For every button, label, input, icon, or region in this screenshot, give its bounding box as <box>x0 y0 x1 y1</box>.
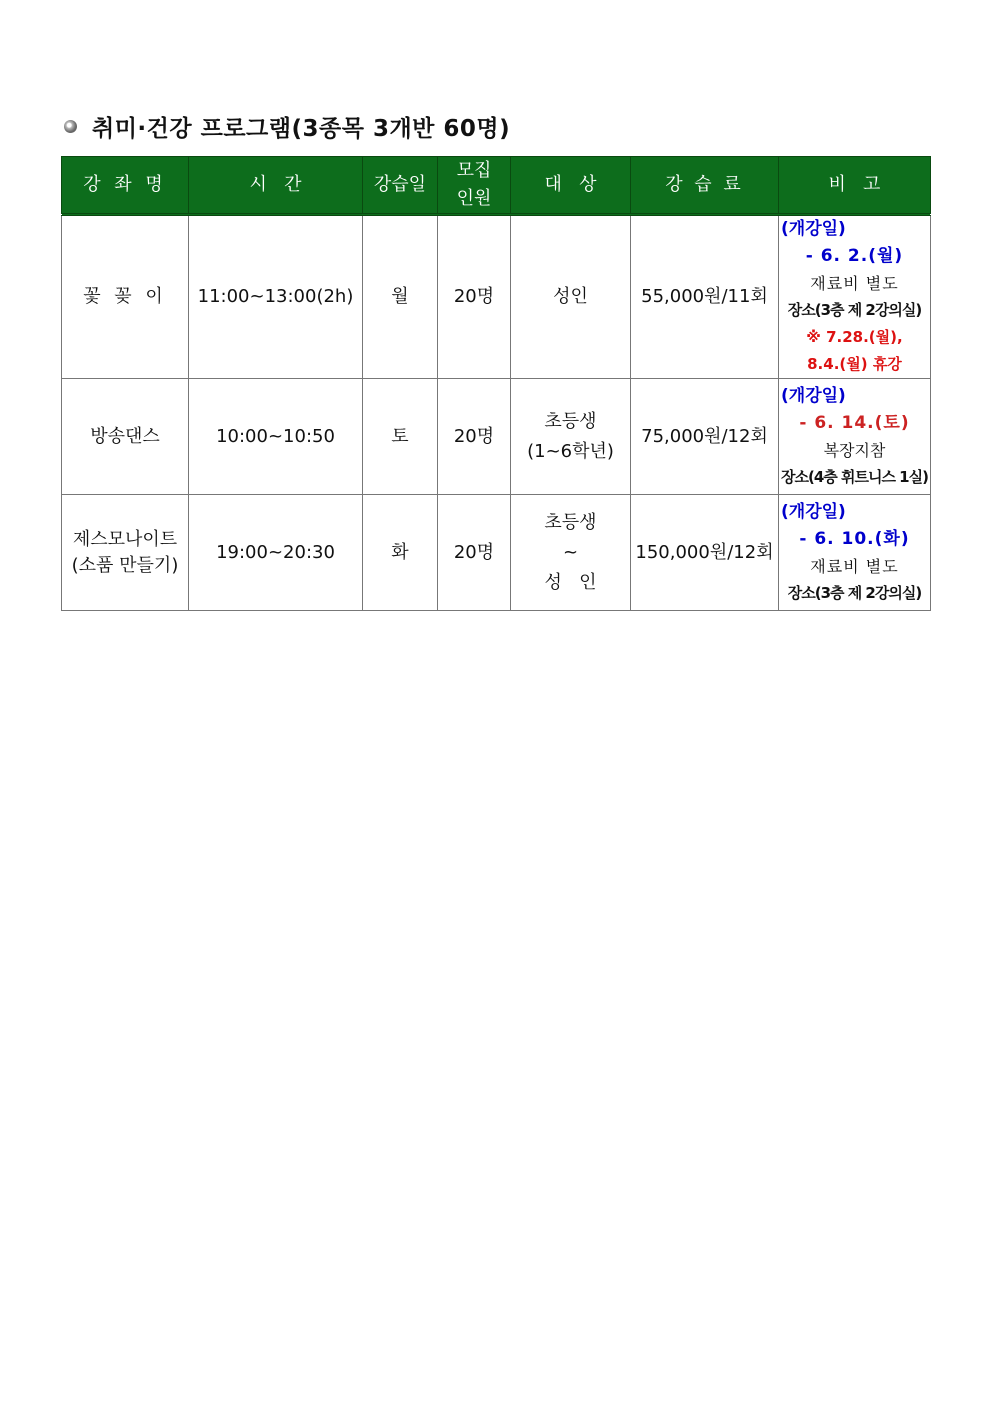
course-time: 10:00~10:50 <box>189 379 363 495</box>
target-line: (1~6학년) <box>527 440 614 462</box>
note-place: 장소(4층 휘트니스 1실) <box>781 467 928 486</box>
course-capacity: 20명 <box>438 215 511 379</box>
header-fee: 강 습 료 <box>631 157 779 215</box>
note-extra: 재료비 별도 <box>810 556 899 576</box>
table-header-row <box>62 157 931 215</box>
header-course-name: 강 좌 명 <box>62 157 189 215</box>
table-row <box>62 379 931 495</box>
header-capacity <box>438 157 511 215</box>
course-fee: 75,000원/12회 <box>631 379 779 495</box>
course-note <box>779 495 931 611</box>
note-place: 장소(3층 제 2강의실) <box>787 583 922 602</box>
bullet-icon <box>64 120 77 133</box>
header-target: 대 상 <box>511 157 631 215</box>
program-table <box>61 156 931 611</box>
course-target <box>511 495 631 611</box>
target-line: 초등생 <box>544 511 597 533</box>
header-note: 비 고 <box>779 157 931 215</box>
course-day: 토 <box>363 379 438 495</box>
note-start-date: - 6. 2.(월) <box>805 246 904 266</box>
note-holiday: ※ 7.28.(월), <box>806 328 903 346</box>
note-extra: 재료비 별도 <box>810 274 899 293</box>
course-capacity: 20명 <box>438 379 511 495</box>
course-day: 월 <box>363 215 438 379</box>
header-day: 강습일 <box>363 157 438 215</box>
section-title: 취미·건강 프로그램(3종목 3개반 60명) <box>92 115 511 142</box>
note-start-date: - 6. 10.(화) <box>799 528 910 549</box>
course-name: 방송댄스 <box>62 379 189 495</box>
course-fee: 150,000원/12회 <box>631 495 779 611</box>
header-capacity-line1: 모집 <box>456 160 492 181</box>
note-open-label: (개강일) <box>781 385 846 406</box>
note-extra: 복장지참 <box>823 440 886 460</box>
course-fee: 55,000원/11회 <box>631 215 779 379</box>
note-open-label: (개강일) <box>781 501 846 522</box>
course-time: 19:00~20:30 <box>189 495 363 611</box>
course-name: 꽃 꽂 이 <box>62 215 189 379</box>
table-row <box>62 495 931 611</box>
note-start-date: - 6. 14.(토) <box>799 412 910 433</box>
target-line: 성인 <box>553 286 588 307</box>
note-place: 장소(3층 제 2강의실) <box>787 301 922 319</box>
target-line: ~ <box>562 541 579 563</box>
header-capacity-line2: 인원 <box>456 188 492 209</box>
course-day: 화 <box>363 495 438 611</box>
target-line: 초등생 <box>544 410 597 432</box>
course-target <box>511 215 631 379</box>
course-target <box>511 379 631 495</box>
section-heading <box>64 108 510 144</box>
header-time: 시 간 <box>189 157 363 215</box>
course-time: 11:00~13:00(2h) <box>189 215 363 379</box>
note-holiday: 8.4.(월) 휴강 <box>807 355 902 373</box>
course-capacity: 20명 <box>438 495 511 611</box>
course-note <box>779 379 931 495</box>
note-open-label: (개강일) <box>781 219 846 239</box>
table-row <box>62 215 931 379</box>
course-name: 제스모나이트 (소품 만들기) <box>62 495 189 611</box>
target-line: 성 인 <box>544 571 597 593</box>
course-note <box>779 215 931 379</box>
